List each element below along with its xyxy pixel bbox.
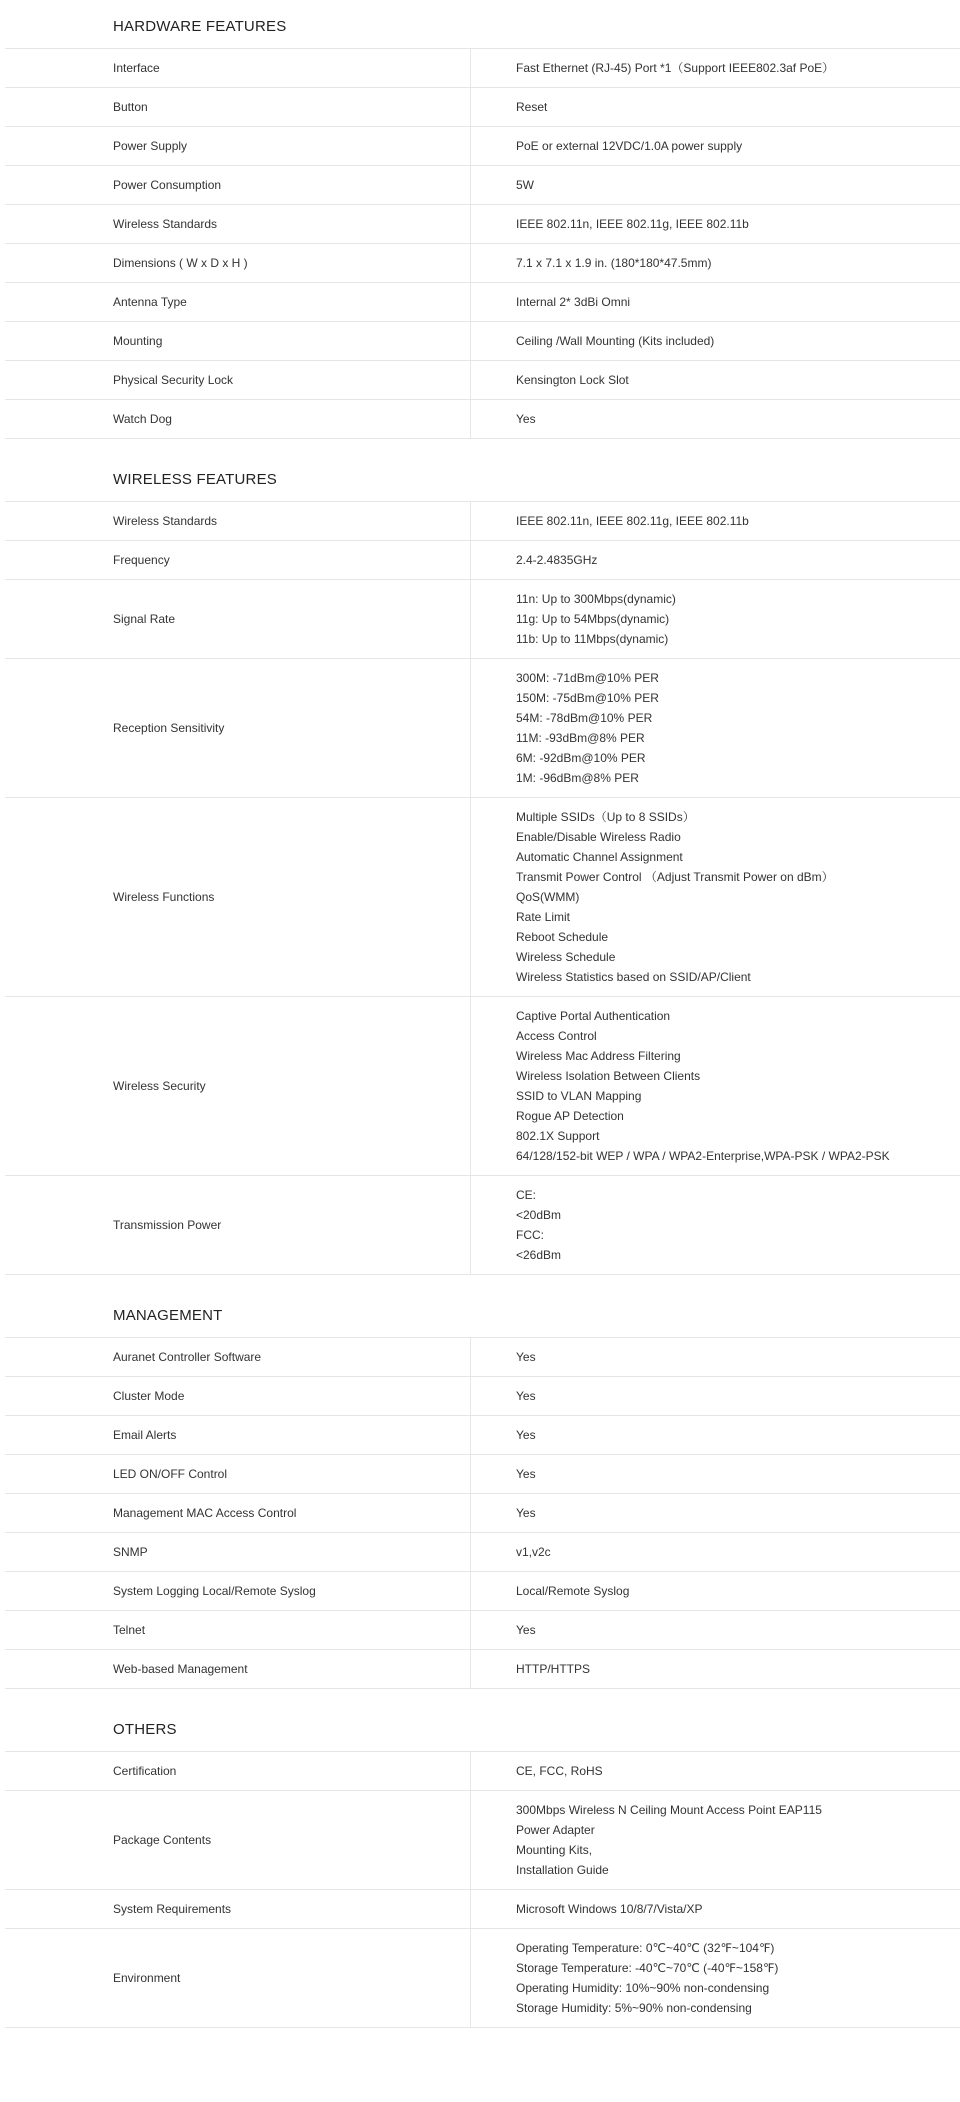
spec-value-line: Microsoft Windows 10/8/7/Vista/XP (516, 1902, 703, 1916)
spec-label: SNMP (5, 1533, 471, 1572)
spec-value-line: SSID to VLAN Mapping (516, 1089, 642, 1103)
spec-value (471, 88, 960, 127)
spec-value-line: Ceiling /Wall Mounting (Kits included) (516, 334, 715, 348)
table-row (5, 798, 960, 997)
table-row (5, 1752, 960, 1791)
spec-label: Web-based Management (5, 1650, 471, 1689)
spec-value-line: 11M: -93dBm@8% PER (516, 731, 645, 745)
table-row (5, 580, 960, 659)
spec-value-line: Yes (516, 412, 536, 426)
spec-value (471, 244, 960, 283)
spec-value-line: Reset (516, 100, 548, 114)
table-row (5, 1572, 960, 1611)
spec-label: Package Contents (5, 1791, 471, 1890)
spec-value-line: Wireless Mac Address Filtering (516, 1049, 681, 1063)
section-others (5, 1721, 960, 2028)
spec-value-line: Yes (516, 1506, 536, 1520)
spec-value-line: Reboot Schedule (516, 930, 609, 944)
spec-value-line: PoE or external 12VDC/1.0A power supply (516, 139, 743, 153)
table-row (5, 1533, 960, 1572)
section-title: MANAGEMENT (113, 1307, 223, 1324)
spec-value (471, 1929, 960, 2028)
spec-label: Wireless Security (5, 997, 471, 1176)
spec-value-line: Yes (516, 1623, 536, 1637)
spec-value-line: Wireless Statistics based on SSID/AP/Client (516, 970, 751, 984)
spec-value (471, 166, 960, 205)
table-row (5, 1416, 960, 1455)
table-row (5, 1338, 960, 1377)
spec-value (471, 1533, 960, 1572)
spec-value-line: QoS(WMM) (516, 890, 580, 904)
spec-value (471, 1791, 960, 1890)
spec-value-line: Operating Humidity: 10%~90% non-condensing (516, 1981, 770, 1995)
spec-value-line: 64/128/152-bit WEP / WPA / WPA2-Enterprise,WPA-PSK / WPA2-PSK (516, 1149, 890, 1163)
spec-value (471, 1416, 960, 1455)
spec-value (471, 1455, 960, 1494)
spec-value (471, 580, 960, 659)
spec-value (471, 502, 960, 541)
spec-value (471, 1338, 960, 1377)
spec-value-line: <26dBm (516, 1248, 562, 1262)
table-row (5, 1791, 960, 1890)
section-management (5, 1307, 960, 1689)
spec-value (471, 400, 960, 439)
spec-label: Physical Security Lock (5, 361, 471, 400)
spec-label: Reception Sensitivity (5, 659, 471, 798)
spec-value (471, 283, 960, 322)
spec-value-line: Mounting Kits, (516, 1843, 593, 1857)
table-row (5, 1176, 960, 1275)
spec-value (471, 541, 960, 580)
spec-value (471, 1650, 960, 1689)
spec-value (471, 205, 960, 244)
table-row (5, 1455, 960, 1494)
table-row (5, 1890, 960, 1929)
spec-value-line: IEEE 802.11n, IEEE 802.11g, IEEE 802.11b (516, 217, 749, 231)
spec-value-line: 6M: -92dBm@10% PER (516, 751, 646, 765)
spec-value-line: 11b: Up to 11Mbps(dynamic) (516, 632, 669, 646)
spec-label: Interface (5, 49, 471, 88)
spec-label: Telnet (5, 1611, 471, 1650)
spec-value (471, 659, 960, 798)
spec-value-line: Installation Guide (516, 1863, 609, 1877)
spec-value-line: Yes (516, 1389, 536, 1403)
spec-value-line: Automatic Channel Assignment (516, 850, 683, 864)
spec-value (471, 1890, 960, 1929)
spec-value-line: Storage Humidity: 5%~90% non-condensing (516, 2001, 752, 2015)
spec-label: Wireless Standards (5, 205, 471, 244)
spec-value-line: v1,v2c (516, 1545, 551, 1559)
section-title: OTHERS (113, 1721, 177, 1738)
table-row (5, 283, 960, 322)
spec-value-line: 300Mbps Wireless N Ceiling Mount Access Point EAP115 (516, 1803, 822, 1817)
spec-value-line: Enable/Disable Wireless Radio (516, 830, 681, 844)
spec-value-line: 150M: -75dBm@10% PER (516, 691, 659, 705)
spec-page (5, 0, 960, 2028)
spec-value (471, 798, 960, 997)
spec-label: Power Consumption (5, 166, 471, 205)
spec-value-line: Fast Ethernet (RJ-45) Port *1（Support IEEE802.3af PoE） (516, 61, 835, 75)
spec-value-line: Rogue AP Detection (516, 1109, 624, 1123)
spec-label: Wireless Standards (5, 502, 471, 541)
spec-label: Cluster Mode (5, 1377, 471, 1416)
spec-value-line: Wireless Isolation Between Clients (516, 1069, 701, 1083)
spec-value-line: 2.4-2.4835GHz (516, 553, 598, 567)
spec-value (471, 1572, 960, 1611)
spec-value-line: Internal 2* 3dBi Omni (516, 295, 631, 309)
section-title: WIRELESS FEATURES (113, 471, 277, 488)
spec-value-line: 54M: -78dBm@10% PER (516, 711, 653, 725)
spec-value (471, 322, 960, 361)
table-row (5, 1611, 960, 1650)
spec-label: Mounting (5, 322, 471, 361)
spec-label: Auranet Controller Software (5, 1338, 471, 1377)
spec-value-line: Captive Portal Authentication (516, 1009, 671, 1023)
table-row (5, 127, 960, 166)
spec-value-line: Yes (516, 1350, 536, 1364)
spec-value-line: CE: (516, 1188, 537, 1202)
spec-value (471, 127, 960, 166)
spec-value-line: Access Control (516, 1029, 597, 1043)
spec-value-line: IEEE 802.11n, IEEE 802.11g, IEEE 802.11b (516, 514, 749, 528)
spec-table (5, 1337, 960, 1689)
spec-value-line: Rate Limit (516, 910, 571, 924)
spec-value-line: Storage Temperature: -40℃~70℃ (-40℉~158℉) (516, 1961, 779, 1975)
spec-value-line: Yes (516, 1467, 536, 1481)
spec-value-line: 802.1X Support (516, 1129, 600, 1143)
spec-value-line: FCC: (516, 1228, 544, 1242)
spec-value-line: Power Adapter (516, 1823, 595, 1837)
spec-value-line: 7.1 x 7.1 x 1.9 in. (180*180*47.5mm) (516, 256, 712, 270)
table-row (5, 322, 960, 361)
table-row (5, 1494, 960, 1533)
spec-table (5, 48, 960, 439)
spec-value-line: Local/Remote Syslog (516, 1584, 630, 1598)
spec-value-line: 11g: Up to 54Mbps(dynamic) (516, 612, 670, 626)
table-row (5, 361, 960, 400)
spec-value-line: 1M: -96dBm@8% PER (516, 771, 639, 785)
table-row (5, 400, 960, 439)
spec-value (471, 1611, 960, 1650)
spec-label: System Requirements (5, 1890, 471, 1929)
spec-value-line: 11n: Up to 300Mbps(dynamic) (516, 592, 676, 606)
spec-value (471, 1494, 960, 1533)
spec-value-line: HTTP/HTTPS (516, 1662, 590, 1676)
spec-label: Transmission Power (5, 1176, 471, 1275)
spec-value-line: Yes (516, 1428, 536, 1442)
table-row (5, 1377, 960, 1416)
spec-label: Signal Rate (5, 580, 471, 659)
spec-value (471, 1752, 960, 1791)
spec-label: Dimensions ( W x D x H ) (5, 244, 471, 283)
spec-value-line: <20dBm (516, 1208, 562, 1222)
spec-label: System Logging Local/Remote Syslog (5, 1572, 471, 1611)
spec-label: Power Supply (5, 127, 471, 166)
spec-label: Watch Dog (5, 400, 471, 439)
table-row (5, 659, 960, 798)
spec-value-line: Kensington Lock Slot (516, 373, 629, 387)
section-title: HARDWARE FEATURES (113, 18, 287, 35)
table-row (5, 49, 960, 88)
spec-label: Wireless Functions (5, 798, 471, 997)
table-row (5, 1650, 960, 1689)
spec-label: Antenna Type (5, 283, 471, 322)
spec-value-line: 5W (516, 178, 534, 192)
table-row (5, 541, 960, 580)
table-row (5, 244, 960, 283)
spec-value (471, 361, 960, 400)
spec-label: Certification (5, 1752, 471, 1791)
spec-label: Management MAC Access Control (5, 1494, 471, 1533)
spec-value (471, 997, 960, 1176)
table-row (5, 166, 960, 205)
spec-value-line: Wireless Schedule (516, 950, 616, 964)
spec-table (5, 1751, 960, 2028)
spec-table (5, 501, 960, 1275)
spec-value-line: 300M: -71dBm@10% PER (516, 671, 659, 685)
table-row (5, 88, 960, 127)
spec-value-line: Operating Temperature: 0℃~40℃ (32℉~104℉) (516, 1941, 775, 1955)
spec-label: LED ON/OFF Control (5, 1455, 471, 1494)
spec-label: Frequency (5, 541, 471, 580)
section-hardware (5, 18, 960, 439)
spec-value (471, 1377, 960, 1416)
spec-value-line: Transmit Power Control （Adjust Transmit Power on dBm） (516, 870, 834, 884)
spec-value (471, 1176, 960, 1275)
section-wireless (5, 471, 960, 1275)
spec-label: Button (5, 88, 471, 127)
spec-value-line: CE, FCC, RoHS (516, 1764, 603, 1778)
spec-label: Email Alerts (5, 1416, 471, 1455)
table-row (5, 1929, 960, 2028)
table-row (5, 205, 960, 244)
table-row (5, 502, 960, 541)
spec-value (471, 49, 960, 88)
table-row (5, 997, 960, 1176)
spec-label: Environment (5, 1929, 471, 2028)
spec-value-line: Multiple SSIDs（Up to 8 SSIDs） (516, 810, 695, 824)
